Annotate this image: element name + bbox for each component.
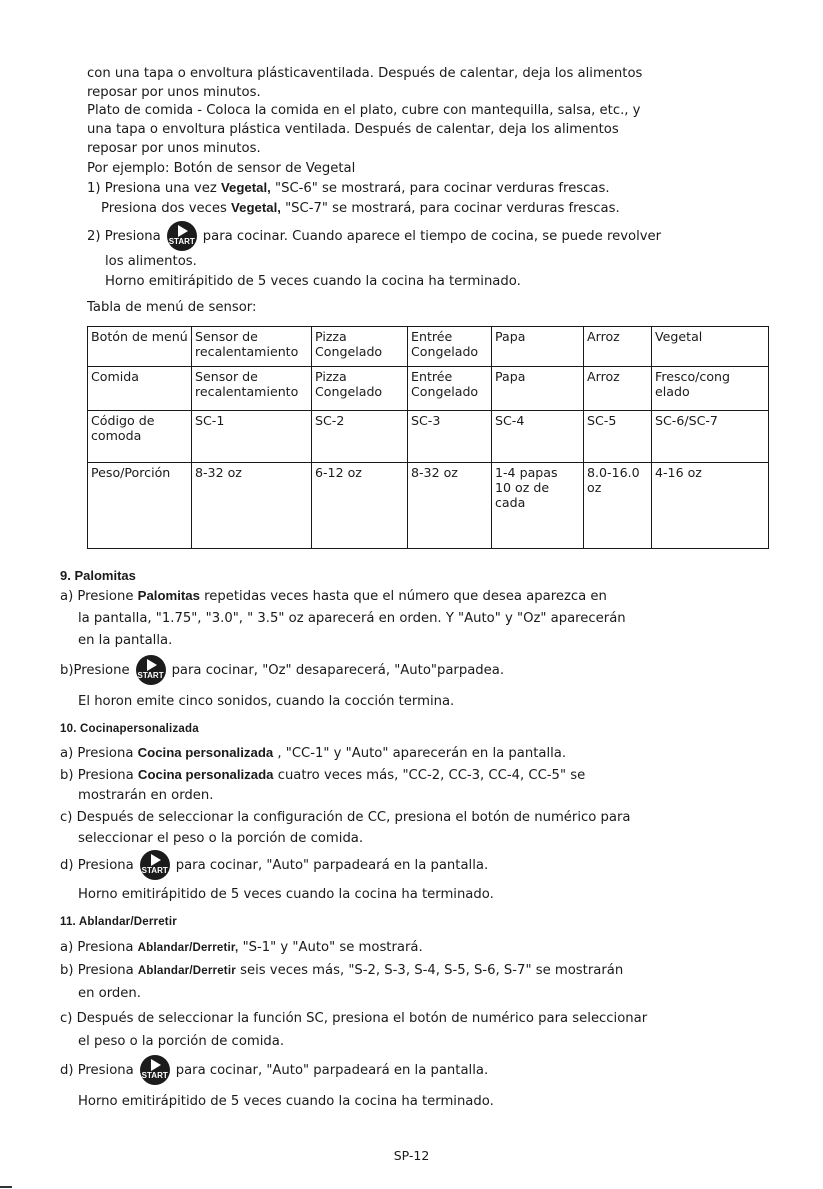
sensor-menu-table [87, 326, 769, 549]
text-line: en la pantalla. [78, 633, 173, 648]
text-span: cuatro veces más, "CC-2, CC-3, CC-4, CC-5" se [273, 768, 586, 783]
text-line: reposar por unos minutos. [87, 85, 261, 100]
step-line [101, 199, 620, 218]
bold-key: Ablandar/Derretir, [137, 942, 239, 954]
text-line: seleccionar el peso o la porción de comida. [78, 831, 364, 846]
table-row [88, 411, 769, 463]
text-span: "SC-7" se mostrará, para cocinar verduras frescas. [280, 201, 620, 216]
table-cell: Sensor de recalentamiento [192, 327, 312, 367]
text-span: b)Presione [60, 663, 130, 678]
table-cell: Papa [492, 367, 584, 411]
text-line: Horno emitirápitido de 5 veces cuando la cocina ha terminado. [78, 1094, 494, 1109]
bold-key: Vegetal, [220, 180, 271, 195]
table-cell: Fresco/cong elado [652, 367, 769, 411]
step-line [60, 766, 585, 785]
text-span: a) Presiona [60, 746, 138, 761]
table-cell: 8-32 oz [192, 463, 312, 549]
start-button-icon [167, 221, 197, 251]
text-span: d) Presiona [60, 1063, 134, 1078]
bold-key: Palomitas [137, 588, 200, 603]
play-icon [178, 225, 188, 237]
table-cell: SC-4 [492, 411, 584, 463]
text-line: la pantalla, "1.75", "3.0", " 3.5" oz aparecerá en orden. Y "Auto" y "Oz" aparecerán [78, 611, 626, 626]
start-label: START [141, 866, 168, 875]
table-row [88, 327, 769, 367]
table-cell: Arroz [584, 327, 652, 367]
table-cell: Arroz [584, 367, 652, 411]
text-line: c) Después de seleccionar la configuración de CC, presiona el botón de numérico para [60, 810, 631, 825]
start-label: START [137, 671, 164, 680]
table-cell: 6-12 oz [312, 463, 408, 549]
step-line [60, 962, 623, 980]
table-cell: Código de comoda [88, 411, 192, 463]
text-line: una tapa o envoltura plástica ventilada. Después de calentar, deja los alimentos [87, 122, 619, 137]
text-line: con una tapa o envoltura plásticaventilada. Después de calentar, deja los alimentos [87, 66, 643, 81]
text-line: Por ejemplo: Botón de sensor de Vegetal [87, 161, 356, 176]
bold-key: Cocina personalizada [137, 745, 274, 760]
table-cell: Comida [88, 367, 192, 411]
start-label: START [168, 237, 195, 246]
step-line [60, 587, 607, 606]
step-line [60, 744, 566, 763]
table-cell: Papa [492, 327, 584, 367]
table-cell: 4-16 oz [652, 463, 769, 549]
bold-key: Ablandar/Derretir [137, 965, 236, 977]
table-cell: Entrée Congelado [408, 367, 492, 411]
crop-mark [0, 1186, 12, 1188]
table-cell: 8-32 oz [408, 463, 492, 549]
step-line [60, 662, 504, 680]
table-caption: Tabla de menú de sensor: [87, 300, 257, 315]
step-line [87, 228, 661, 246]
text-line: El horon emite cinco sonidos, cuando la cocción termina. [78, 694, 455, 709]
step-line [87, 179, 610, 198]
table-cell: Entrée Congelado [408, 327, 492, 367]
play-icon [151, 1059, 161, 1071]
table-cell: SC-1 [192, 411, 312, 463]
text-line: Plato de comida - Coloca la comida en el plato, cubre con mantequilla, salsa, etc., y [87, 103, 641, 118]
text-line: Horno emitirápitido de 5 veces cuando la cocina ha terminado. [105, 274, 521, 289]
text-span: a) Presione [60, 589, 138, 604]
text-span: "SC-6" se mostrará, para cocinar verduras frescas. [270, 181, 610, 196]
text-span: "S-1" y "Auto" se mostrará. [238, 940, 423, 955]
page-number: SP-12 [393, 1148, 430, 1163]
start-label: START [141, 1071, 168, 1080]
start-button-icon [140, 850, 170, 880]
text-span: , "CC-1" y "Auto" aparecerán en la pantalla. [273, 746, 567, 761]
text-line: en orden. [78, 986, 141, 1001]
text-line: los alimentos. [105, 254, 197, 269]
start-button-icon [140, 1055, 170, 1085]
section-heading: 11. Ablandar/Derretir [60, 916, 177, 928]
text-span: a) Presiona [60, 940, 138, 955]
table-cell: Botón de menú [88, 327, 192, 367]
text-line: reposar por unos minutos. [87, 141, 261, 156]
text-span: b) Presiona [60, 963, 138, 978]
table-cell: SC-5 [584, 411, 652, 463]
play-icon [147, 659, 157, 671]
text-span: 1) Presiona una vez [87, 181, 221, 196]
table-cell: Pizza Congelado [312, 327, 408, 367]
step-line [60, 939, 423, 957]
step-line [60, 1062, 488, 1080]
text-span: 2) Presiona [87, 229, 161, 244]
text-line: mostrarán en orden. [78, 788, 214, 803]
text-span: d) Presiona [60, 858, 134, 873]
text-span: repetidas veces hasta que el número que desea aparezca en [199, 589, 607, 604]
text-span: Presiona dos veces [101, 201, 232, 216]
table-cell: SC-6/SC-7 [652, 411, 769, 463]
table-cell: Pizza Congelado [312, 367, 408, 411]
table-cell: SC-2 [312, 411, 408, 463]
text-span: para cocinar, "Auto" parpadeará en la pantalla. [175, 1063, 489, 1078]
section-heading: 10. Cocinapersonalizada [60, 723, 199, 735]
table-cell: SC-3 [408, 411, 492, 463]
play-icon [151, 854, 161, 866]
step-line [60, 857, 488, 875]
bold-key: Vegetal, [231, 200, 281, 215]
table-cell: 8.0-16.0 oz [584, 463, 652, 549]
start-button-icon [136, 655, 166, 685]
table-row [88, 367, 769, 411]
table-row [88, 463, 769, 549]
bold-key: Cocina personalizada [137, 767, 274, 782]
text-line: Horno emitirápitido de 5 veces cuando la cocina ha terminado. [78, 887, 494, 902]
text-span: para cocinar, "Oz" desaparecerá, "Auto"parpadea. [171, 663, 505, 678]
table-cell: Sensor de recalentamiento [192, 367, 312, 411]
table-cell: Vegetal [652, 327, 769, 367]
text-span: para cocinar. Cuando aparece el tiempo de cocina, se puede revolver [202, 229, 662, 244]
section-heading: 9. Palomitas [60, 568, 136, 583]
text-line: el peso o la porción de comida. [78, 1034, 285, 1049]
text-line: c) Después de seleccionar la función SC, presiona el botón de numérico para seleccionar [60, 1011, 648, 1026]
text-span: para cocinar, "Auto" parpadeará en la pantalla. [175, 858, 489, 873]
table-cell: Peso/Porción [88, 463, 192, 549]
table-cell: 1-4 papas 10 oz de cada [492, 463, 584, 549]
text-span: b) Presiona [60, 768, 138, 783]
text-span: seis veces más, "S-2, S-3, S-4, S-5, S-6, S-7" se mostrarán [235, 963, 624, 978]
